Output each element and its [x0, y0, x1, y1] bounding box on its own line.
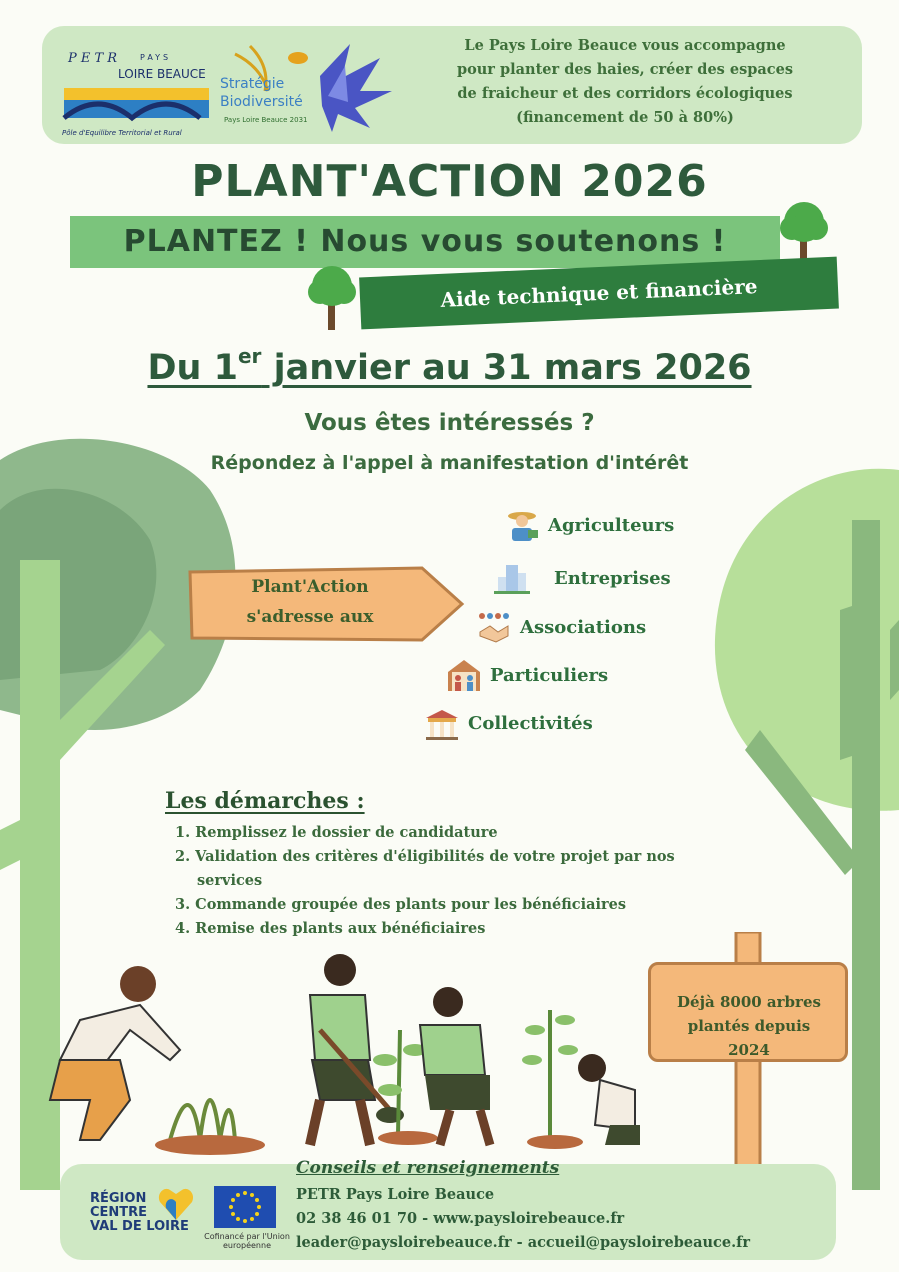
farmer-icon	[504, 508, 540, 542]
dates-sup: er	[237, 344, 262, 368]
handshake-icon	[476, 610, 512, 644]
board-line: plantés depuis	[687, 1017, 811, 1035]
bio-line3: Pays Loire Beauce 2031	[224, 116, 308, 124]
bio-line2: Biodiversité	[220, 94, 303, 110]
intro-line: Le Pays Loire Beauce vous accompagne	[464, 37, 786, 54]
support-banner	[70, 216, 780, 268]
step-item: 3. Commande groupée des plants pour les bénéficiaires	[175, 896, 627, 913]
biodiversity-logo	[220, 36, 395, 132]
dates-suffix: janvier au 31 mars 2026	[261, 348, 752, 388]
audience-farmers	[504, 508, 674, 542]
demarches-title: Les démarches :	[165, 788, 365, 814]
support-banner-text: PLANTEZ ! Nous vous soutenons !	[123, 224, 727, 259]
step-item: 2. Validation des critères d'éligibilités de votre projet par nos services	[175, 848, 675, 889]
sign-line: Plant'Action	[251, 577, 369, 597]
audience-label: Associations	[520, 616, 647, 638]
board-line: 2024	[728, 1041, 770, 1059]
step-item: 1. Remplissez le dossier de candidature	[175, 824, 498, 841]
header-intro	[400, 34, 850, 130]
audience-associations	[476, 610, 646, 644]
sign-line: s'adresse aux	[246, 607, 374, 627]
petr-subtitle: Pôle d'Equilibre Territorial et Rural	[62, 129, 182, 137]
page-title: PLANT'ACTION 2026	[191, 156, 708, 207]
audience-label: Particuliers	[490, 664, 609, 686]
intro-line: (financement de 50 à 80%)	[516, 109, 734, 126]
building-icon	[494, 561, 530, 595]
contact-emails[interactable]: leader@paysloirebeauce.fr - accueil@paysloirebeauce.fr	[296, 1234, 750, 1251]
intro-line: de fraicheur et des corridors écologiques	[457, 85, 793, 102]
audience-companies	[494, 561, 671, 595]
people-planting-illustration	[20, 950, 640, 1170]
audience-label: Collectivités	[468, 712, 593, 734]
town-hall-icon	[424, 706, 460, 740]
question-text: Vous êtes intéressés ?	[304, 410, 595, 436]
trees-count-text	[652, 990, 846, 1062]
eu-flag-icon	[214, 1186, 276, 1228]
region-heart-icon	[156, 1184, 196, 1224]
region-line: CENTRE	[90, 1205, 148, 1220]
audience-label: Agriculteurs	[548, 514, 675, 536]
sign-text	[190, 572, 430, 632]
family-icon	[446, 658, 482, 692]
intro-line: pour planter des haies, créer des espaces	[456, 61, 794, 78]
audience-collectivities	[424, 706, 593, 740]
petr-name: LOIRE BEAUCE	[118, 67, 206, 81]
bio-line1: Stratégie	[220, 76, 285, 92]
audience-individuals	[446, 658, 608, 692]
region-line: RÉGION	[90, 1191, 147, 1206]
contact-title: Conseils et renseignements	[296, 1158, 560, 1178]
steps-list	[175, 821, 735, 941]
board-line: Déjà 8000 arbres	[677, 993, 821, 1011]
petr-logo	[58, 40, 218, 140]
petr-letters: P E T R	[68, 51, 118, 66]
dates-heading	[0, 344, 899, 388]
call-text: Répondez à l'appel à manifestation d'intérêt	[210, 452, 689, 474]
aid-banner-text: Aide technique et financière	[440, 274, 758, 312]
tree-icon	[304, 260, 360, 332]
eu-caption: Cofinancé par l'Union européenne	[204, 1232, 290, 1250]
contact-phone-web[interactable]: 02 38 46 01 70 - www.paysloirebeauce.fr	[296, 1210, 625, 1227]
step-item: 4. Remise des plants aux bénéficiaires	[175, 920, 486, 937]
petr-pays: PAYS	[140, 53, 172, 62]
dates-prefix: Du 1	[147, 348, 238, 388]
region-line: VAL DE LOIRE	[90, 1219, 189, 1234]
audience-label: Entreprises	[554, 567, 671, 589]
contact-org: PETR Pays Loire Beauce	[296, 1186, 495, 1203]
